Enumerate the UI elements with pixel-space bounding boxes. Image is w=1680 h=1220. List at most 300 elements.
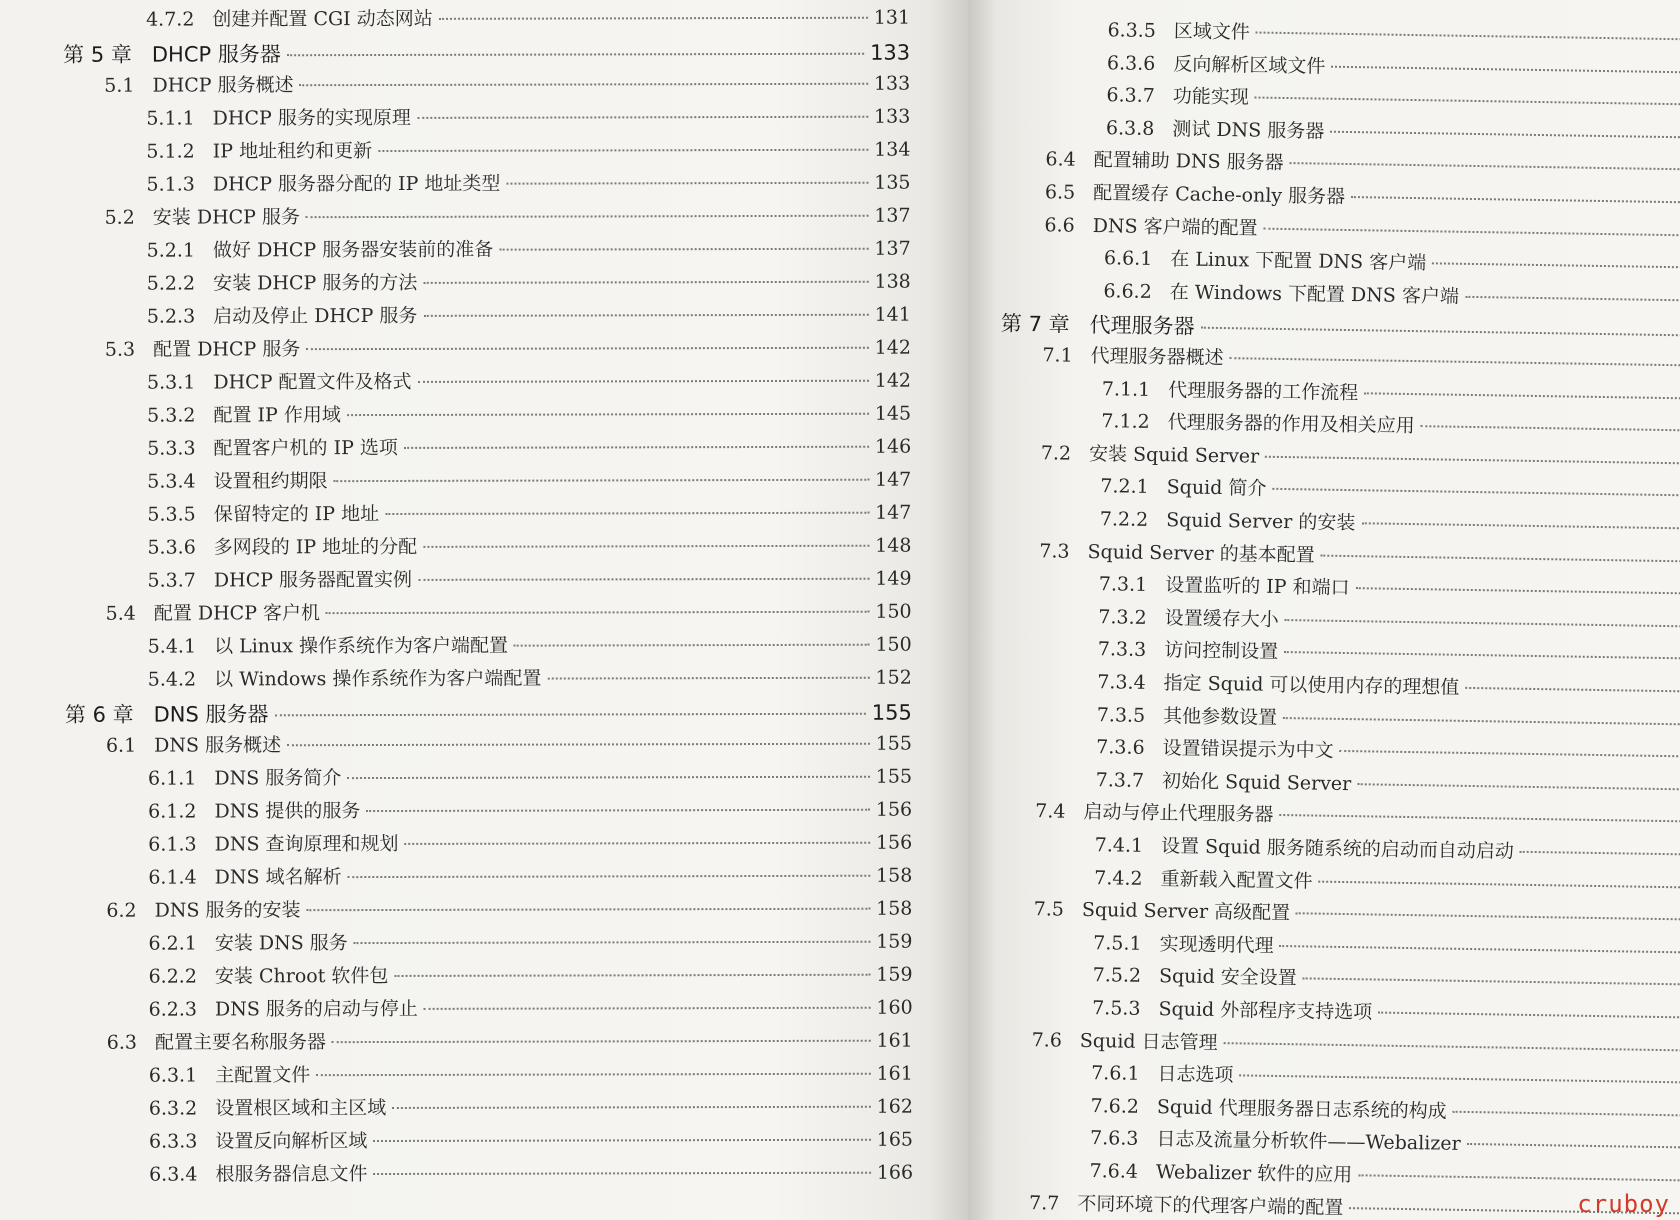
entry-number: 6.3.8 [1105, 116, 1155, 140]
toc-entry-section [1034, 897, 1680, 931]
toc-entry-sub [1093, 931, 1680, 964]
entry-number: 6.1 [105, 734, 137, 757]
entry-number: 5.3.5 [147, 503, 196, 526]
entry-title: DHCP 服务器分配的 IP 地址类型 [212, 172, 501, 196]
dot-leader [1520, 851, 1680, 856]
entry-number: 7.3.3 [1097, 638, 1147, 662]
entry-number: 7.3.6 [1096, 736, 1145, 760]
dot-leader [1290, 162, 1680, 170]
dot-leader [385, 512, 869, 515]
toc-entry-sub [1100, 507, 1680, 540]
dot-leader [514, 644, 869, 647]
entry-title: 做好 DHCP 服务器安装前的准备 [212, 238, 494, 262]
entry-title: 其他参数设置 [1162, 704, 1278, 729]
entry-number: 7.2 [1040, 441, 1072, 465]
entry-number: 7.3.5 [1096, 703, 1146, 727]
entry-title: 代理服务器的作用及相关应用 [1167, 411, 1415, 438]
entry-page-number: 133 [874, 105, 911, 128]
entry-number: 6.3.3 [148, 1130, 198, 1153]
dot-leader [1256, 32, 1680, 41]
entry-number: 7.3 [1039, 539, 1070, 563]
toc-entry-sub [1107, 18, 1680, 51]
toc-entry-section [1045, 148, 1680, 182]
entry-title: 配置缓存 Cache-only 服务器 [1093, 181, 1346, 208]
toc-entry-sub [1094, 866, 1680, 899]
entry-title: 多网段的 IP 地址的分配 [213, 535, 418, 559]
entry-title: 安装 Chroot 软件包 [214, 964, 389, 988]
toc-entry-sub [1103, 279, 1680, 312]
toc-entry-section [1031, 1028, 1680, 1062]
entry-title: DNS 服务器 [153, 702, 269, 727]
entry-number: 6.6 [1044, 213, 1075, 237]
entry-page-number: 141 [874, 303, 911, 326]
entry-title: 代理服务器的工作流程 [1168, 378, 1359, 404]
entry-page-number: 142 [874, 336, 911, 359]
entry-number: 6.3.7 [1106, 84, 1156, 108]
toc-entry-sub [1096, 735, 1680, 768]
toc-entry-sub [1090, 1126, 1680, 1159]
entry-page-number: 158 [876, 864, 913, 887]
entry-page-number: 148 [875, 534, 912, 557]
entry-page-number: 152 [875, 666, 912, 689]
toc-entry-section [1039, 539, 1680, 573]
entry-title: 日志及流量分析软件——Webalizer [1156, 1128, 1461, 1156]
entry-title: 设置 Squid 服务随系统的启动而自动启动 [1160, 835, 1514, 863]
dot-leader [1453, 1111, 1680, 1117]
entry-title: 安装 Squid Server [1088, 442, 1260, 468]
toc-entry-sub [1106, 83, 1680, 116]
entry-title: 安装 DHCP 服务的方法 [213, 271, 418, 295]
dot-leader [423, 545, 869, 548]
dot-leader [287, 53, 864, 57]
dot-leader [1303, 978, 1680, 986]
entry-number: 5.1.2 [146, 140, 195, 163]
dot-leader [373, 1172, 870, 1175]
right-page [968, 0, 1680, 1220]
entry-title: 配置辅助 DNS 服务器 [1093, 149, 1284, 175]
dot-leader [1280, 945, 1680, 953]
entry-number: 7.5.2 [1092, 964, 1142, 988]
dot-leader [418, 380, 869, 383]
entry-number: 5.2.1 [146, 239, 196, 262]
entry-number: 7.1 [1042, 344, 1073, 367]
dot-leader [366, 809, 869, 812]
dot-leader [1364, 392, 1680, 399]
toc-entry-sub [1099, 572, 1680, 605]
entry-title: 反向解析区域文件 [1173, 52, 1326, 78]
entry-page-number: 150 [875, 633, 912, 656]
toc-entry-chapter [1001, 310, 1680, 349]
entry-number: 7.5.3 [1092, 997, 1141, 1020]
dot-leader [316, 1073, 870, 1076]
toc-entry-sub [147, 402, 911, 428]
entry-number: 6.3.6 [1106, 51, 1156, 75]
toc-entry-sub [1104, 246, 1680, 279]
entry-number: 7.7 [1028, 1191, 1060, 1215]
entry-number: 7.2.1 [1100, 475, 1149, 499]
entry-page-number: 160 [876, 996, 913, 1019]
entry-title: 启动与停止代理服务器 [1083, 801, 1274, 827]
entry-page-number: 142 [874, 369, 912, 392]
toc-entry-sub [1107, 51, 1680, 84]
dot-leader [439, 17, 868, 20]
dot-leader [404, 446, 869, 449]
dot-leader [499, 248, 868, 251]
dot-leader [1283, 717, 1680, 725]
entry-number: 7.1.2 [1101, 410, 1150, 434]
entry-number: 7.6.4 [1089, 1160, 1139, 1183]
toc-entry-sub [147, 567, 911, 593]
dot-leader [1357, 783, 1680, 790]
entry-number: 7.2.2 [1099, 508, 1149, 531]
toc-entry-sub [147, 534, 911, 560]
toc-entry-sub [1098, 605, 1680, 638]
entry-number: 5.1 [104, 74, 135, 97]
entry-number: 第 7 章 [1000, 311, 1070, 338]
toc-entry-sub [148, 798, 912, 824]
toc-entry-sub [146, 6, 910, 32]
toc-entry-sub [147, 270, 911, 296]
entry-number: 6.4 [1045, 148, 1076, 172]
dot-leader [326, 611, 869, 614]
entry-title: 设置监听的 IP 和端口 [1165, 574, 1350, 600]
entry-number: 5.2 [104, 206, 135, 229]
dot-leader [1319, 880, 1680, 888]
entry-title: 配置 IP 作用域 [213, 404, 341, 427]
toc-entry-sub [149, 963, 913, 989]
entry-title: 重新载入配置文件 [1160, 867, 1313, 893]
toc-entry-sub [1102, 377, 1680, 410]
entry-title: DNS 服务的启动与停止 [214, 997, 418, 1021]
dot-leader [394, 974, 870, 977]
entry-number: 7.5.1 [1093, 931, 1142, 955]
dot-leader [1465, 687, 1680, 693]
toc-entry-sub [1090, 1094, 1680, 1127]
dot-leader [1279, 814, 1680, 822]
entry-page-number: 146 [874, 435, 912, 458]
dot-leader [1421, 425, 1680, 431]
entry-page-number: 156 [875, 798, 913, 821]
toc-entry-sub [1097, 670, 1680, 703]
entry-title: 启动及停止 DHCP 服务 [213, 304, 418, 328]
entry-title: 代理服务器概述 [1090, 344, 1224, 370]
entry-title: Squid 简介 [1166, 476, 1267, 501]
dot-leader [1351, 196, 1680, 203]
entry-page-number: 131 [873, 6, 911, 29]
entry-page-number: 159 [876, 963, 913, 986]
dot-leader [506, 182, 868, 185]
toc-entry-section [1042, 343, 1680, 377]
dot-leader [1201, 327, 1680, 337]
toc-entry-chapter [63, 39, 910, 69]
entry-number: 7.6.1 [1090, 1062, 1140, 1086]
entry-number: 6.1.1 [148, 767, 197, 790]
entry-title: DNS 提供的服务 [214, 800, 361, 823]
entry-number: 7.5 [1033, 898, 1065, 921]
dot-leader [1224, 1042, 1680, 1051]
toc-entry-sub [1098, 638, 1680, 671]
entry-title: 不同环境下的代理客户端的配置 [1077, 1192, 1344, 1219]
toc-entry-sub [148, 864, 912, 890]
dot-leader [423, 281, 868, 284]
entry-title: 代理服务器 [1089, 313, 1195, 339]
entry-page-number: 147 [874, 468, 912, 491]
entry-number: 6.3.4 [149, 1163, 198, 1186]
entry-title: Squid Server 的基本配置 [1087, 540, 1315, 567]
dot-leader [392, 1106, 870, 1109]
entry-title: 安装 DNS 服务 [214, 932, 348, 955]
dot-leader [373, 1139, 870, 1142]
entry-title: 初始化 Squid Server [1161, 769, 1352, 795]
entry-number: 6.2.3 [148, 998, 198, 1021]
dot-leader [1284, 651, 1680, 659]
entry-title: 配置 DHCP 服务 [153, 338, 301, 361]
toc-entry-section [105, 204, 911, 230]
entry-title: DNS 服务简介 [214, 767, 342, 790]
toc-entry-sub [146, 171, 910, 197]
dot-leader [300, 83, 868, 86]
entry-title: 配置 DHCP 客户机 [153, 602, 321, 625]
entry-number: 6.1.2 [148, 800, 197, 823]
toc-entry-sub [147, 237, 911, 263]
dot-leader [1340, 750, 1680, 758]
dot-leader [378, 149, 868, 152]
entry-page-number: 155 [875, 732, 912, 755]
toc-entry-chapter [65, 699, 912, 729]
entry-number: 5.4 [105, 602, 136, 625]
entry-number: 7.3.2 [1098, 605, 1147, 629]
entry-number: 6.1.4 [148, 866, 197, 889]
toc-entry-sub [148, 666, 912, 692]
dot-leader [1331, 65, 1680, 73]
entry-page-number: 150 [875, 600, 912, 623]
watermark: cruboy [1577, 1190, 1670, 1218]
entry-title: Squid 代理服务器日志系统的构成 [1156, 1095, 1447, 1123]
entry-number: 7.6.2 [1090, 1094, 1140, 1118]
entry-title: DNS 查询原理和规划 [214, 832, 399, 856]
dot-leader [418, 578, 869, 581]
dot-leader [306, 215, 868, 218]
entry-title: DHCP 服务概述 [152, 74, 294, 97]
entry-number: 5.3.1 [146, 371, 196, 394]
entry-number: 7.1.1 [1101, 377, 1151, 401]
entry-number: 第 6 章 [64, 702, 134, 727]
dot-leader [417, 116, 868, 119]
entry-title: Squid 日志管理 [1079, 1029, 1218, 1054]
dot-leader [1356, 587, 1680, 594]
toc-entry-section [106, 600, 912, 626]
toc-entry-sub [1101, 409, 1680, 442]
entry-number: 5.3.4 [147, 470, 196, 493]
entry-number: 6.3.2 [148, 1097, 198, 1120]
entry-title: 以 Windows 操作系统作为客户端配置 [214, 667, 542, 691]
entry-title: DHCP 配置文件及格式 [213, 370, 412, 394]
toc-entry-sub [146, 138, 910, 164]
dot-leader [404, 842, 869, 845]
entry-number: 5.2.2 [146, 272, 196, 295]
dot-leader [1255, 97, 1680, 106]
toc-entry-sub [1106, 116, 1680, 149]
entry-title: 设置根区域和主区域 [215, 1096, 387, 1120]
entry-number: 5.3.3 [147, 437, 196, 460]
entry-number: 6.2 [106, 899, 137, 922]
entry-number: 6.5 [1044, 181, 1076, 204]
entry-title: 设置缓存大小 [1164, 606, 1279, 631]
toc-entry-sub [149, 1128, 913, 1154]
entry-number: 5.3.6 [147, 536, 196, 559]
dot-leader [354, 941, 870, 944]
entry-number: 6.3.1 [148, 1064, 198, 1087]
entry-number: 6.3.5 [1107, 19, 1157, 42]
entry-title: DNS 域名解析 [214, 866, 342, 889]
dot-leader [332, 1040, 871, 1043]
entry-page-number: 155 [871, 700, 912, 725]
toc-entry-sub [1091, 1061, 1680, 1094]
toc-entry-sub [148, 831, 912, 857]
dot-leader [1378, 1012, 1680, 1019]
dot-leader [347, 776, 869, 779]
toc-entry-sub [148, 930, 912, 956]
entry-number: 7.4.2 [1094, 866, 1143, 890]
entry-number: 5.4.2 [147, 668, 197, 691]
entry-page-number: 133 [873, 72, 911, 95]
entry-page-number: 134 [874, 138, 911, 161]
entry-title: DNS 服务的安装 [154, 899, 301, 922]
toc-entry-sub [149, 1095, 913, 1121]
toc-entry-section [1045, 180, 1680, 214]
entry-number: 6.2.2 [148, 965, 197, 988]
entry-title: 根服务器信息文件 [215, 1163, 368, 1186]
entry-number: 5.3.2 [147, 404, 196, 427]
toc-entry-section [104, 72, 910, 98]
entry-title: 访问控制设置 [1163, 639, 1279, 664]
dot-leader [1321, 554, 1680, 562]
entry-title: 测试 DNS 服务器 [1172, 118, 1325, 143]
dot-leader [307, 908, 871, 911]
entry-number: 6.3 [106, 1031, 137, 1054]
dot-leader [334, 479, 869, 482]
entry-title: IP 地址租约和更新 [212, 140, 373, 163]
entry-page-number: 165 [876, 1128, 914, 1151]
dot-leader [347, 413, 869, 416]
entry-number: 6.6.1 [1103, 247, 1153, 271]
toc-entry-sub [1093, 963, 1680, 996]
dot-leader [1230, 357, 1680, 366]
toc-entry-sub [149, 996, 913, 1022]
entry-title: 设置错误提示为中文 [1162, 737, 1334, 763]
entry-page-number: 137 [874, 237, 911, 260]
entry-number: 7.3.4 [1097, 671, 1146, 694]
dot-leader [547, 677, 869, 680]
dot-leader [1296, 912, 1680, 920]
entry-page-number: 137 [874, 204, 911, 227]
entry-page-number: 162 [876, 1095, 913, 1118]
toc-entry-section [1035, 800, 1680, 834]
toc-entry-sub [148, 633, 912, 659]
toc-entry-section [106, 732, 912, 758]
entry-page-number: 166 [876, 1161, 914, 1184]
entry-number: 6.6.2 [1103, 279, 1152, 303]
entry-title: DHCP 服务器配置实例 [213, 568, 413, 592]
entry-page-number: 161 [876, 1062, 913, 1085]
entry-number: 6.2.1 [148, 932, 197, 955]
entry-number: 4.7.2 [146, 8, 195, 31]
entry-title: 在 Linux 下配置 DNS 客户端 [1170, 248, 1427, 275]
toc-entry-sub [146, 105, 910, 131]
toc-entry-sub [1100, 475, 1680, 508]
entry-title: 保留特定的 IP 地址 [213, 503, 380, 526]
entry-title: 功能实现 [1172, 85, 1250, 109]
dot-leader [274, 713, 865, 717]
toc-entry-sub [149, 1161, 913, 1187]
toc-entry-section [105, 336, 911, 362]
entry-title: 以 Linux 操作系统作为客户端配置 [214, 634, 509, 658]
entry-number: 7.3.7 [1095, 768, 1145, 792]
entry-title: 日志选项 [1157, 1063, 1234, 1087]
dot-leader [1285, 619, 1680, 627]
entry-title: 安装 DHCP 服务 [152, 206, 301, 229]
entry-title: 在 Windows 下配置 DNS 客户端 [1169, 281, 1460, 308]
entry-title: DHCP 服务的实现原理 [212, 106, 411, 130]
entry-title: Squid Server 高级配置 [1081, 899, 1291, 925]
entry-number: 5.3.7 [147, 569, 196, 592]
dot-leader [1358, 1174, 1680, 1181]
toc-entry-sub [1097, 703, 1680, 736]
entry-title: 主配置文件 [215, 1064, 311, 1087]
toc-entry-sub [147, 369, 911, 395]
dot-leader [1330, 131, 1680, 139]
dot-leader [1272, 488, 1680, 497]
entry-number: 6.1.3 [148, 833, 197, 856]
toc-entry-sub [1096, 768, 1680, 801]
entry-page-number: 133 [870, 40, 911, 65]
entry-title: 配置客户机的 IP 选项 [213, 436, 398, 460]
entry-title: 区域文件 [1173, 20, 1251, 44]
toc-entry-sub [1095, 833, 1680, 866]
entry-title: 实现透明代理 [1159, 932, 1274, 957]
entry-page-number: 149 [875, 567, 912, 590]
entry-number: 5.2.3 [146, 305, 196, 328]
dot-leader [423, 314, 868, 317]
entry-page-number: 135 [874, 171, 911, 194]
entry-page-number: 145 [874, 402, 912, 425]
toc-entry-section [107, 1029, 913, 1055]
entry-title: 设置反向解析区域 [215, 1130, 368, 1153]
toc-entry-section [1041, 441, 1680, 475]
toc-entry-sub [147, 435, 911, 461]
entry-title: Squid Server 的安装 [1166, 509, 1356, 535]
entry-title: DNS 服务概述 [154, 734, 282, 757]
entry-page-number: 159 [876, 930, 913, 953]
entry-number: 7.4 [1035, 800, 1066, 824]
toc-entry-section [106, 897, 912, 923]
entry-number: 7.3.1 [1098, 573, 1148, 597]
toc-entry-sub [1092, 996, 1680, 1029]
entry-title: DNS 客户端的配置 [1092, 214, 1258, 240]
entry-title: Webalizer 软件的应用 [1155, 1161, 1353, 1187]
entry-title: 创建并配置 CGI 动态网站 [212, 7, 433, 31]
dot-leader [348, 875, 870, 878]
toc-entry-sub [147, 303, 911, 329]
toc-entry-sub [147, 468, 911, 494]
dot-leader [1239, 1075, 1680, 1084]
toc-entry-sub [147, 501, 911, 527]
entry-page-number: 161 [876, 1029, 913, 1052]
entry-number: 第 5 章 [63, 42, 132, 67]
entry-title: Squid 安全设置 [1158, 965, 1297, 990]
toc-entry-sub [149, 1062, 913, 1088]
entry-page-number: 147 [875, 501, 912, 524]
